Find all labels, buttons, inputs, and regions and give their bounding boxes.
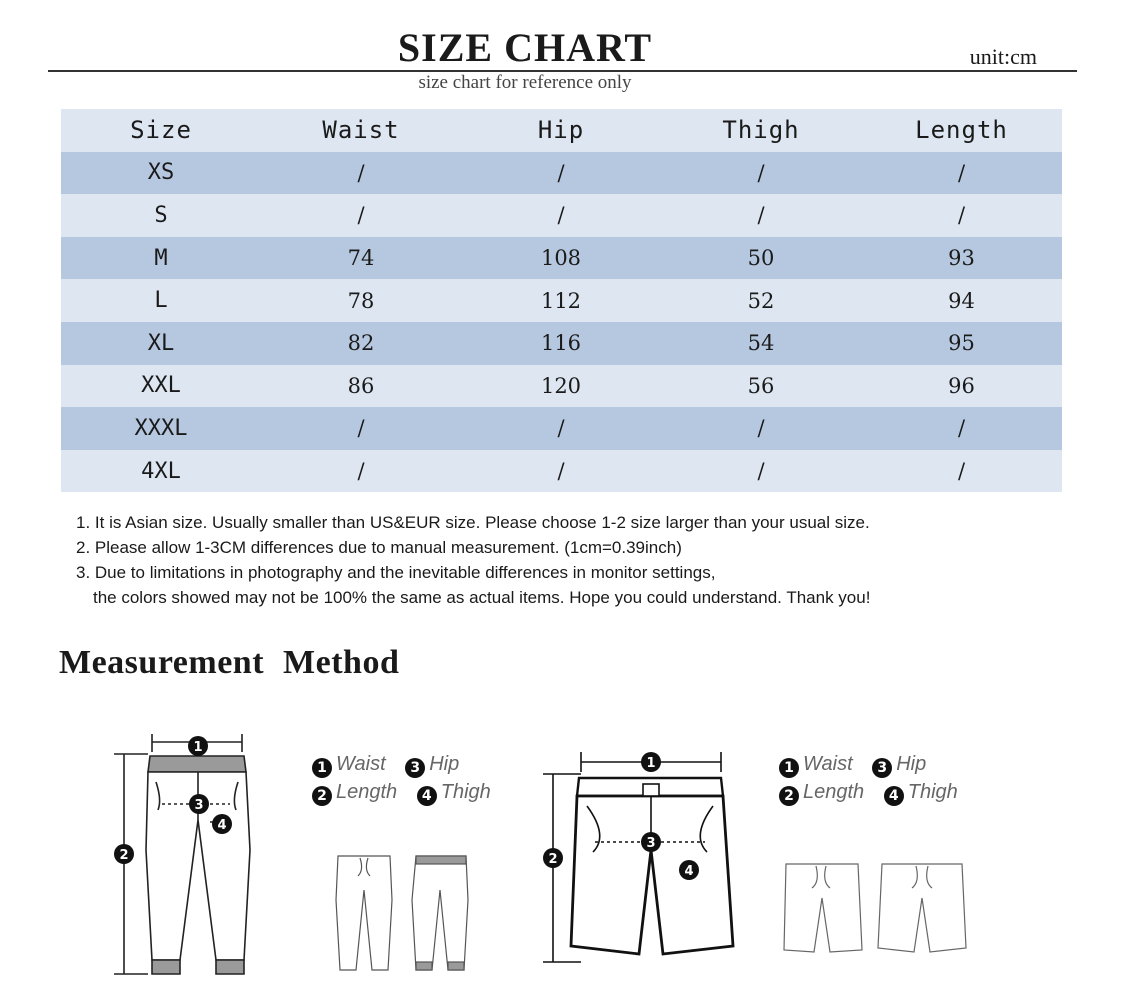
unit-label: unit:cm (969, 44, 1037, 69)
legend-item-thigh: 4 Thigh (417, 778, 491, 806)
svg-text:3: 3 (646, 836, 656, 851)
column-header-hip: Hip (537, 116, 585, 145)
size-table (61, 109, 1062, 492)
shorts-measurement-diagram-icon (535, 740, 755, 980)
hip-cell: / (557, 160, 565, 185)
number-2-icon: 2 (312, 786, 332, 806)
table-row (61, 194, 1062, 237)
waist-cell: / (357, 416, 365, 441)
table-row (61, 152, 1062, 195)
number-2-icon: 2 (779, 786, 799, 806)
size-chart-subtitle: size chart for reference only (418, 72, 632, 93)
legend-item-waist: 1 Waist (312, 750, 386, 778)
hip-cell: / (557, 459, 565, 484)
column-header-length: Length (915, 116, 1008, 145)
thigh-cell: / (757, 160, 765, 185)
svg-text:1: 1 (646, 756, 656, 771)
number-1-icon: 1 (779, 758, 799, 778)
thigh-cell: / (757, 459, 765, 484)
table-header-row (61, 109, 1062, 152)
note-line: 1. It is Asian size. Usually smaller than US&EUR size. Please choose 1-2 size larger than your usual size. (76, 513, 870, 532)
number-4-icon: 4 (884, 786, 904, 806)
svg-text:2: 2 (548, 852, 558, 867)
table-row (61, 365, 1062, 408)
table-row (61, 237, 1062, 280)
legend-item-length: 2 Length (312, 778, 397, 806)
note-line: 3. Due to limitations in photography and the inevitable differences in monitor settings, (76, 563, 716, 582)
pants-measurement-diagram-icon (100, 730, 270, 980)
waist-cell: 82 (347, 331, 375, 356)
length-cell: / (957, 160, 966, 185)
measurement-legend-right (779, 750, 972, 806)
thigh-cell: 56 (747, 373, 775, 398)
size-cell: S (154, 202, 168, 228)
size-cell: 4XL (141, 458, 181, 484)
waist-cell: / (357, 160, 365, 185)
hip-cell: 108 (540, 246, 582, 271)
waist-cell: / (357, 203, 365, 228)
thigh-cell: / (757, 203, 765, 228)
length-cell: 95 (948, 331, 975, 356)
size-cell: XL (147, 330, 175, 356)
size-cell: XS (147, 160, 175, 186)
length-cell: / (957, 459, 966, 484)
svg-text:4: 4 (684, 864, 694, 879)
legend-item-hip: 3 Hip (872, 750, 926, 778)
hip-cell: 116 (540, 331, 582, 356)
svg-text:2: 2 (119, 848, 129, 863)
size-chart-title: SIZE CHART (397, 25, 653, 70)
table-row (61, 407, 1062, 450)
length-cell: / (957, 203, 966, 228)
thigh-cell: 54 (747, 331, 775, 356)
column-header-size: Size (130, 116, 192, 145)
table-row (61, 322, 1062, 365)
waist-cell: 86 (347, 373, 375, 398)
hip-cell: / (557, 203, 565, 228)
thigh-cell: / (757, 416, 765, 441)
hip-cell: 120 (540, 373, 582, 398)
shorts-sketch-icon (780, 858, 970, 958)
waist-cell: / (357, 459, 365, 484)
svg-text:4: 4 (217, 818, 227, 833)
waist-cell: 78 (347, 288, 375, 313)
size-cell: XXL (141, 373, 181, 399)
number-1-icon: 1 (312, 758, 332, 778)
number-3-icon: 3 (872, 758, 892, 778)
length-cell: / (957, 416, 966, 441)
column-header-thigh: Thigh (722, 116, 800, 145)
length-cell: 93 (948, 246, 975, 271)
thigh-cell: 50 (747, 246, 775, 271)
svg-text:3: 3 (194, 798, 204, 813)
number-3-icon: 3 (405, 758, 425, 778)
size-cell: XXXL (134, 415, 188, 441)
length-cell: 94 (948, 288, 975, 313)
hip-cell: 112 (540, 288, 582, 313)
thigh-cell: 52 (747, 288, 775, 313)
size-cell: L (154, 288, 168, 314)
number-4-icon: 4 (417, 786, 437, 806)
note-line: the colors showed may not be 100% the same as actual items. Hope you could understand. Thank you! (93, 588, 871, 607)
table-row (61, 450, 1062, 493)
hip-cell: / (557, 416, 565, 441)
note-line: 2. Please allow 1-3CM differences due to manual measurement. (1cm=0.39inch) (76, 538, 682, 557)
legend-item-length: 2 Length (779, 778, 864, 806)
measurement-legend-left (312, 750, 505, 806)
length-cell: 96 (948, 373, 975, 398)
waist-cell: 74 (347, 246, 375, 271)
legend-item-hip: 3 Hip (405, 750, 459, 778)
size-cell: M (154, 245, 168, 271)
column-header-waist: Waist (322, 116, 400, 145)
svg-text:1: 1 (193, 740, 203, 755)
size-notes (76, 510, 870, 610)
table-row (61, 279, 1062, 322)
legend-item-waist: 1 Waist (779, 750, 853, 778)
pants-sketch-icon (330, 850, 480, 980)
legend-item-thigh: 4 Thigh (884, 778, 958, 806)
measurement-method-heading: Measurement Method (59, 644, 400, 681)
